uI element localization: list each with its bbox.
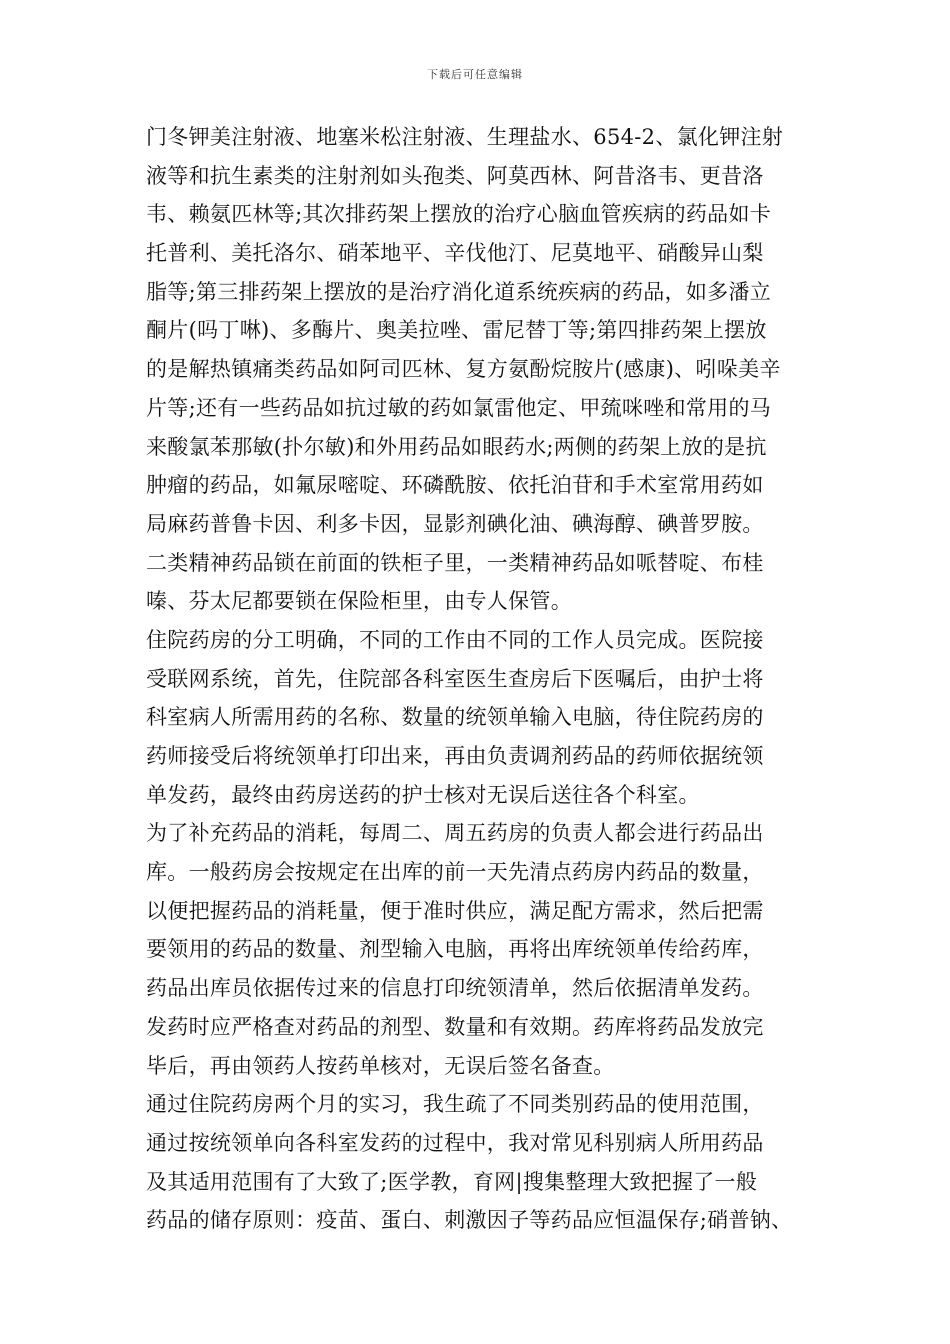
text-line: 韦、赖氨匹林等;其次排药架上摆放的治疗心脑血管疾病的药品如卡 [146, 202, 772, 227]
text-line: 药品的储存原则：疫苗、蛋白、刺激因子等药品应恒温保存;硝普钠、 [146, 1208, 793, 1233]
text-line: 科室病人所需用药的名称、数量的统领单输入电脑，待住院药房的 [146, 705, 764, 730]
document-body [146, 118, 846, 1240]
text-line: 受联网系统，首先，住院部各科室医生查房后下医嘱后，由护士将 [146, 666, 764, 691]
text-line: 局麻药普鲁卡因、利多卡因，显影剂碘化油、碘海醇、碘普罗胺。 [146, 511, 764, 536]
text-line: 通过住院药房两个月的实习，我生疏了不同类别药品的使用范围， [146, 1092, 764, 1117]
text-line: 的是解热镇痛类药品如阿司匹林、复方氨酚烷胺片(感康)、吲哚美辛 [146, 357, 781, 382]
text-line: 药品出库员依据传过来的信息打印统领清单，然后依据清单发药。 [146, 976, 764, 1001]
text-line: 酮片(吗丁啉)、多酶片、奥美拉唑、雷尼替丁等;第四排药架上摆放 [146, 318, 767, 343]
text-line: 药师接受后将统领单打印出来，再由负责调剂药品的药师依据统领 [146, 744, 764, 768]
text-line: 脂等;第三排药架上摆放的是治疗消化道系统疾病的药品，如多潘立 [146, 279, 772, 304]
text-line: 以便把握药品的消耗量，便于准时供应，满足配方需求，然后把需 [146, 898, 764, 923]
text-line: 单发药，最终由药房送药的护士核对无误后送往各个科室。 [146, 782, 700, 807]
text-line: 来酸氯苯那敏(扑尔敏)和外用药品如眼药水;两侧的药架上放的是抗 [146, 434, 767, 459]
text-line: 托普利、美托洛尔、硝苯地平、辛伐他汀、尼莫地平、硝酸异山梨 [146, 241, 764, 266]
text-line: 要领用的药品的数量、剂型输入电脑，再将出库统领单传给药库， [146, 937, 764, 962]
page-header-note: 下载后可任意编辑 [427, 68, 523, 81]
text-line: 肿瘤的药品，如氟尿嘧啶、环磷酰胺、依托泊苷和手术室常用药如 [146, 473, 764, 498]
text-line: 通过按统领单向各科室发药的过程中，我对常见科别病人所用药品 [146, 1130, 764, 1155]
text-line: 液等和抗生素类的注射剂如头孢类、阿莫西林、阿昔洛韦、更昔洛 [146, 163, 764, 188]
text-line: 门冬钾美注射液、地塞米松注射液、生理盐水、654-2、氯化钾注射 [146, 125, 784, 149]
text-line: 二类精神药品锁在前面的铁柜子里，一类精神药品如哌替啶、布桂 [146, 550, 764, 575]
text-line: 发药时应严格查对药品的剂型、数量和有效期。药库将药品发放完 [146, 1014, 764, 1039]
text-line: 及其适用范围有了大致了;医学教，育网|搜集整理大致把握了一般 [146, 1169, 758, 1194]
text-line: 毕后，再由领药人按药单核对，无误后签名备查。 [146, 1053, 615, 1078]
text-line: 嗪、芬太尼都要锁在保险柜里，由专人保管。 [146, 589, 572, 614]
text-line: 库。一般药房会按规定在出库的前一天先清点药房内药品的数量， [146, 860, 764, 885]
text-line: 为了补充药品的消耗，每周二、周五药房的负责人都会进行药品出 [146, 821, 764, 846]
text-line: 住院药房的分工明确，不同的工作由不同的工作人员完成。医院接 [146, 627, 764, 652]
text-line: 片等;还有一些药品如抗过敏的药如氯雷他定、甲巯咪唑和常用的马 [146, 395, 772, 420]
